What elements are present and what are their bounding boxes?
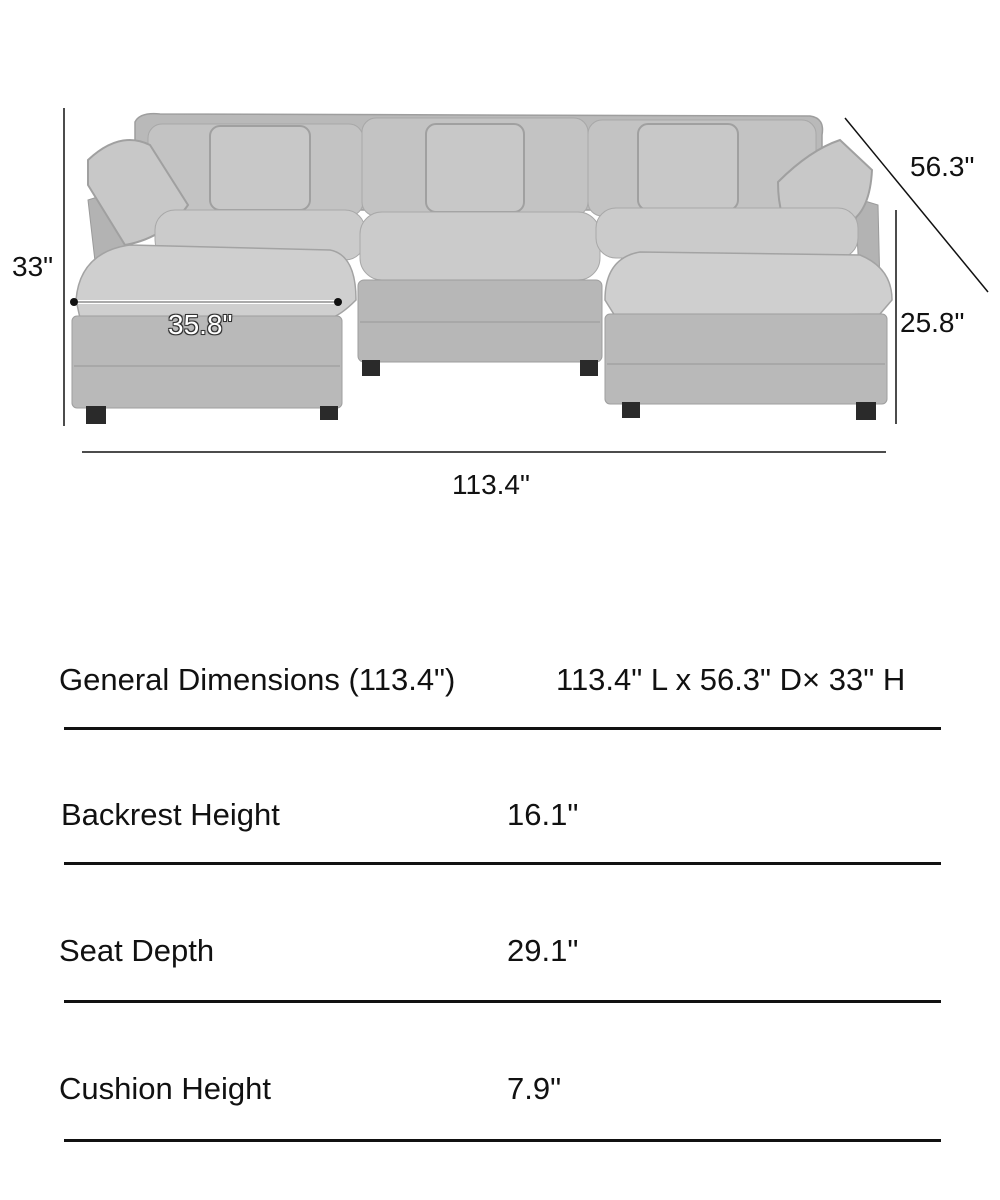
chaise-height-label: 25.8" bbox=[900, 307, 965, 338]
sofa-illustration bbox=[0, 0, 1000, 520]
sofa-dimension-diagram bbox=[0, 0, 1000, 520]
overall-width-label: 113.4" bbox=[452, 469, 530, 500]
dimension-endpoint bbox=[70, 298, 78, 306]
sofa-leg bbox=[622, 402, 640, 418]
spec-row-seat-depth bbox=[0, 935, 1000, 995]
throw-pillow bbox=[638, 124, 738, 210]
spec-label: Cushion Height bbox=[59, 1071, 271, 1106]
spec-divider bbox=[64, 727, 941, 730]
spec-value: 16.1" bbox=[507, 797, 579, 832]
middle-base bbox=[358, 280, 602, 362]
right-chaise-base bbox=[605, 314, 887, 404]
spec-divider bbox=[64, 1139, 941, 1142]
throw-pillow bbox=[426, 124, 524, 212]
sofa-leg bbox=[320, 406, 338, 420]
spec-divider bbox=[64, 862, 941, 865]
throw-pillow bbox=[210, 126, 310, 210]
spec-value: 113.4" L x 56.3" D× 33" H bbox=[556, 662, 906, 697]
right-chaise-cushion bbox=[605, 252, 892, 316]
left-chaise-cushion bbox=[76, 245, 356, 318]
spec-row-general-dimensions bbox=[0, 664, 1000, 724]
sofa-leg bbox=[362, 360, 380, 376]
dimension-endpoint bbox=[334, 298, 342, 306]
sofa-leg bbox=[86, 406, 106, 424]
sofa-leg bbox=[580, 360, 598, 376]
chaise-width-label: 35.8" bbox=[168, 309, 233, 340]
seat-cushion-right bbox=[596, 208, 858, 258]
spec-value: 7.9" bbox=[507, 1071, 562, 1106]
spec-label: General Dimensions (113.4") bbox=[59, 662, 456, 697]
depth-label: 56.3" bbox=[910, 151, 975, 182]
spec-label: Backrest Height bbox=[61, 797, 280, 832]
sofa-leg bbox=[856, 402, 876, 420]
spec-row-cushion-height bbox=[0, 1073, 1000, 1133]
spec-value: 29.1" bbox=[507, 933, 579, 968]
spec-divider bbox=[64, 1000, 941, 1003]
seat-cushion-middle bbox=[360, 212, 600, 280]
overall-height-label: 33" bbox=[12, 251, 54, 282]
spec-row-backrest-height bbox=[0, 799, 1000, 859]
spec-label: Seat Depth bbox=[59, 933, 215, 968]
